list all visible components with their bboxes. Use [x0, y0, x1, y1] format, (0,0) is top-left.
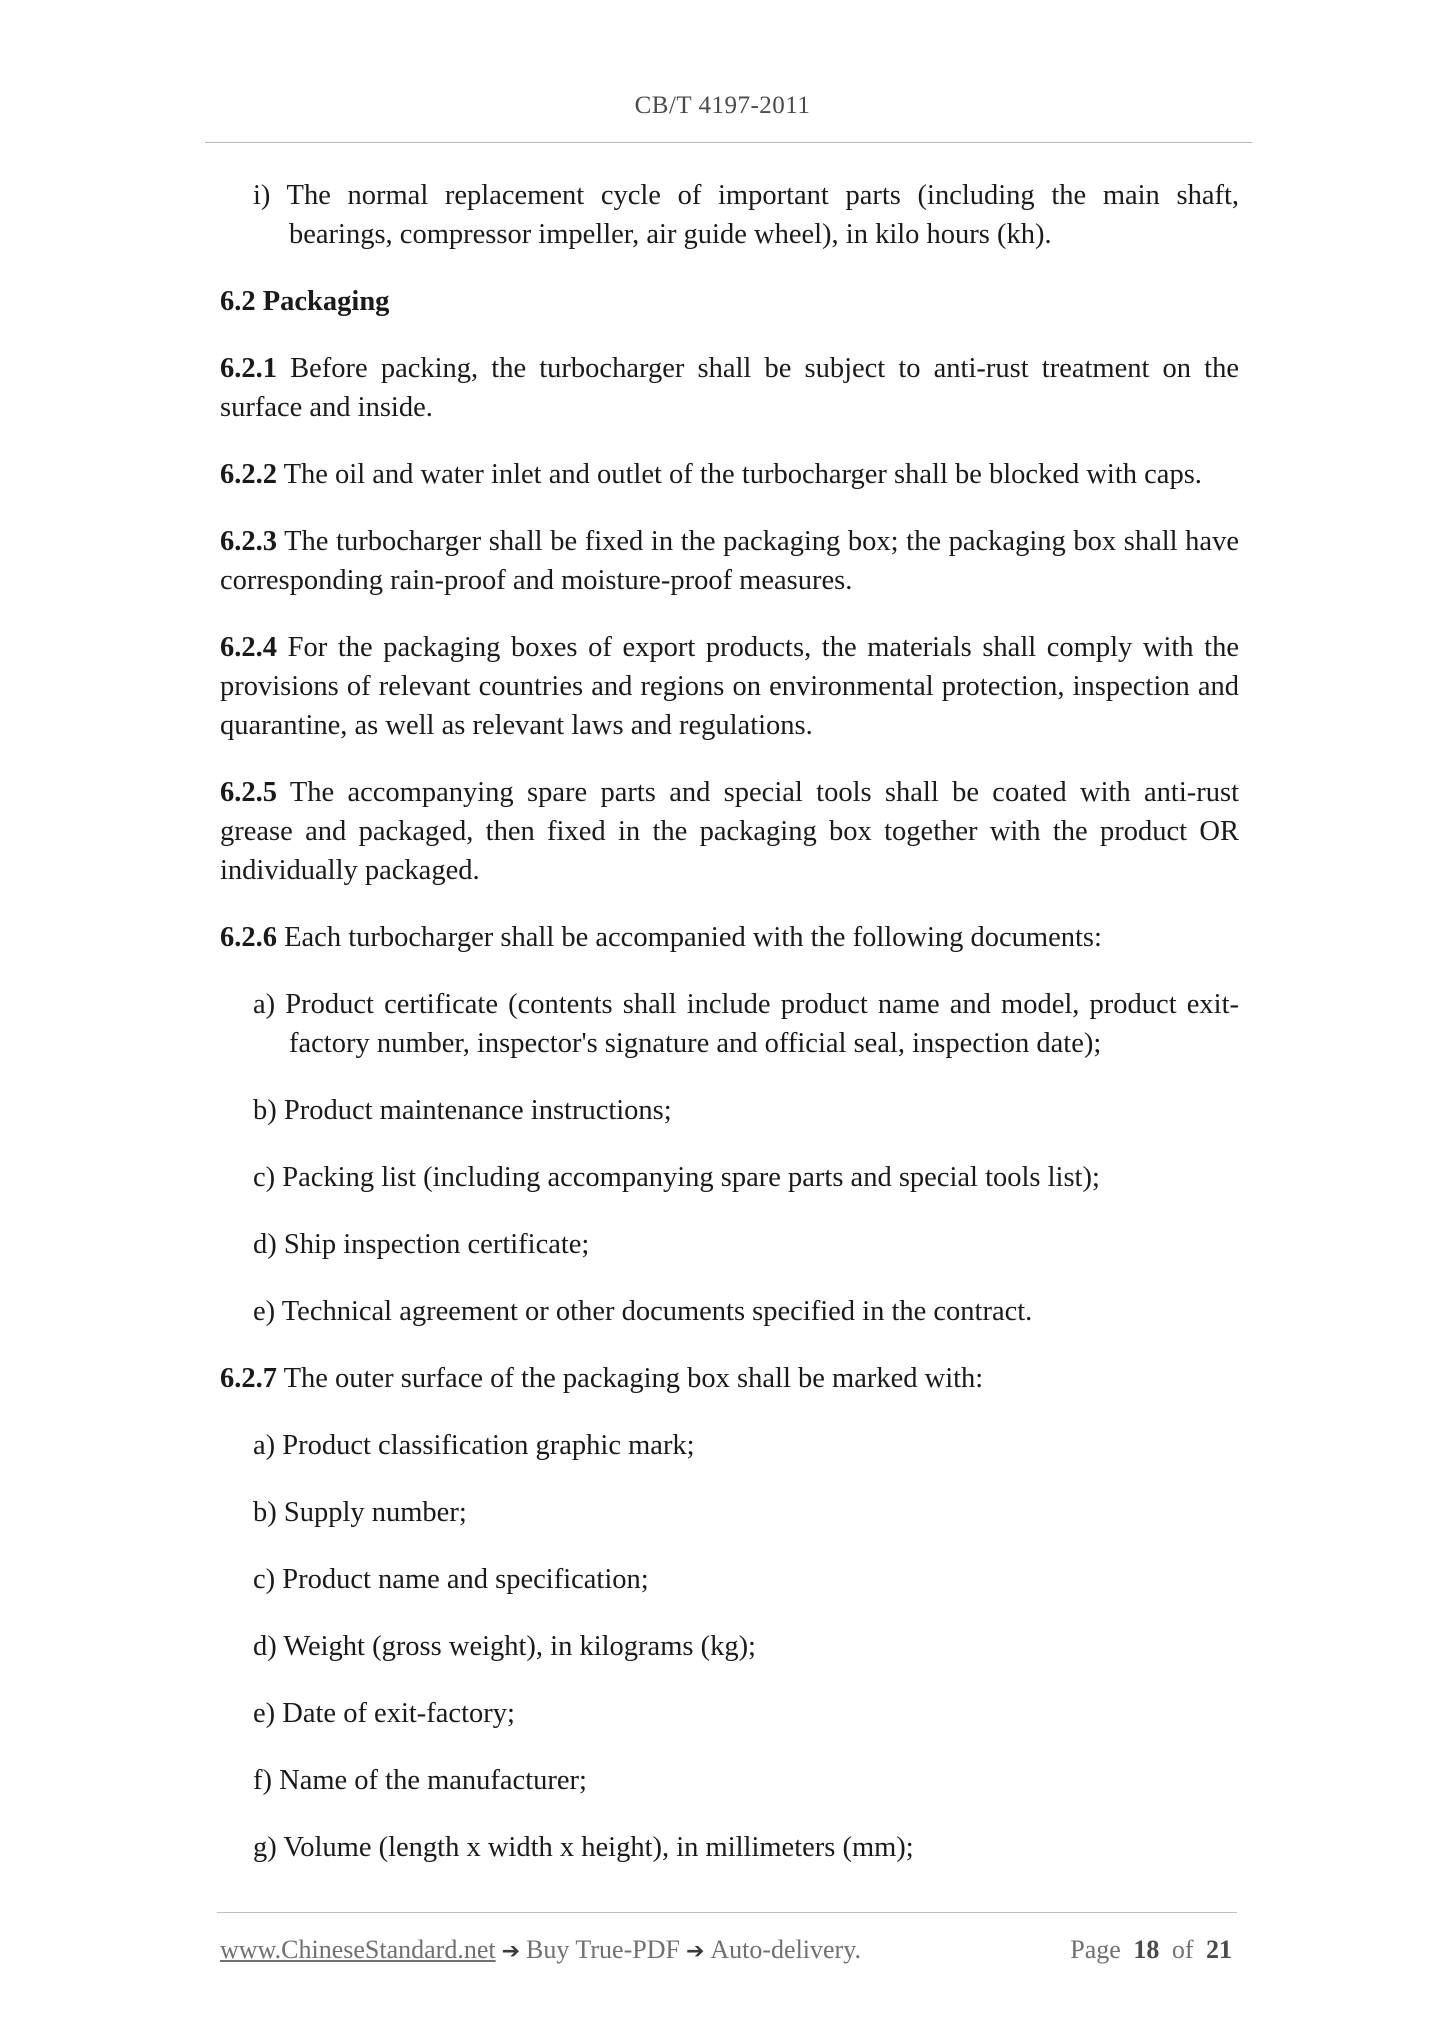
clause-number: 6.2.2 [220, 459, 277, 490]
clause-6-2-7 [220, 1359, 1239, 1398]
clause-text: The turbocharger shall be fixed in the packaging box; the packaging box shall have corresponding rain-proof and moisture-proof measures. [220, 526, 1239, 596]
list-item: e) Technical agreement or other documents specified in the contract. [253, 1296, 1033, 1327]
clause-text: The outer surface of the packaging box shall be marked with: [277, 1363, 984, 1394]
clause-6-2-2 [220, 455, 1239, 494]
of-label: of [1171, 1935, 1194, 1964]
clause-text: The accompanying spare parts and special tools shall be coated with anti-rust grease and packaged, then fixed in the packaging box together with the product OR individually packaged. [220, 777, 1239, 886]
list-item: c) Product name and specification; [253, 1564, 649, 1595]
clause-number: 6.2.1 [220, 353, 277, 384]
clause-text: For the packaging boxes of export products, the materials shall comply with the provisions of relevant countries and regions on environmental protection, inspection and quarantine, as well as relevant laws and regulations. [220, 632, 1239, 741]
website-link[interactable]: www.ChineseStandard.net [220, 1935, 496, 1964]
header-divider [205, 142, 1252, 143]
list-item: a) Product certificate (contents shall include product name and model, product exit-factory number, inspector's signature and official seal, inspection date); [253, 989, 1239, 1059]
clause-number: 6.2.3 [220, 526, 277, 557]
list-item: d) Ship inspection certificate; [253, 1229, 590, 1260]
clause-6-2-5 [220, 773, 1239, 890]
documents-list [220, 985, 1239, 1331]
list-item: g) Volume (length x width x height), in millimeters (mm); [253, 1832, 914, 1863]
clause-text: Before packing, the turbocharger shall be subject to anti-rust treatment on the surface and inside. [220, 353, 1239, 423]
list-item: d) Weight (gross weight), in kilograms (kg); [253, 1631, 756, 1662]
clause-number: 6.2.7 [220, 1363, 277, 1394]
list-item: b) Product maintenance instructions; [253, 1095, 672, 1126]
arrow-right-icon: ➔ [501, 1939, 521, 1964]
clause-text: The oil and water inlet and outlet of the turbocharger shall be blocked with caps. [277, 459, 1202, 490]
footer-promo [220, 1935, 861, 1965]
clause-6-2-4 [220, 628, 1239, 745]
list-item: e) Date of exit-factory; [253, 1698, 515, 1729]
arrow-right-icon: ➔ [685, 1939, 705, 1964]
clause-number: 6.2.6 [220, 922, 277, 953]
buy-true-pdf-text: Buy True-PDF [526, 1935, 680, 1964]
clause-text: Each turbocharger shall be accompanied with the following documents: [277, 922, 1102, 953]
page-footer [220, 1935, 1238, 1965]
list-item: a) Product classification graphic mark; [253, 1430, 695, 1461]
list-item: i) The normal replacement cycle of important parts (including the main shaft, bearings, compressor impeller, air guide wheel), in kilo hours (kh). [253, 180, 1239, 250]
section-heading: 6.2 Packaging [220, 286, 390, 317]
list-item: c) Packing list (including accompanying spare parts and special tools list); [253, 1162, 1100, 1193]
document-code-header: CB/T 4197-2011 [634, 92, 811, 119]
clause-number: 6.2.4 [220, 632, 277, 663]
clause-6-2-3 [220, 522, 1239, 600]
clause-6-2-6 [220, 918, 1239, 957]
total-pages-number: 21 [1206, 1935, 1232, 1964]
list-item: b) Supply number; [253, 1497, 467, 1528]
footer-divider [217, 1912, 1237, 1913]
list-item: f) Name of the manufacturer; [253, 1765, 587, 1796]
page-label: Page [1070, 1935, 1121, 1964]
page-indicator [1070, 1935, 1238, 1965]
markings-list [220, 1426, 1239, 1867]
clause-6-2-1 [220, 349, 1239, 427]
document-body [220, 176, 1239, 1895]
auto-delivery-text: Auto-delivery. [710, 1935, 862, 1964]
clause-number: 6.2.5 [220, 777, 277, 808]
current-page-number: 18 [1133, 1935, 1160, 1964]
